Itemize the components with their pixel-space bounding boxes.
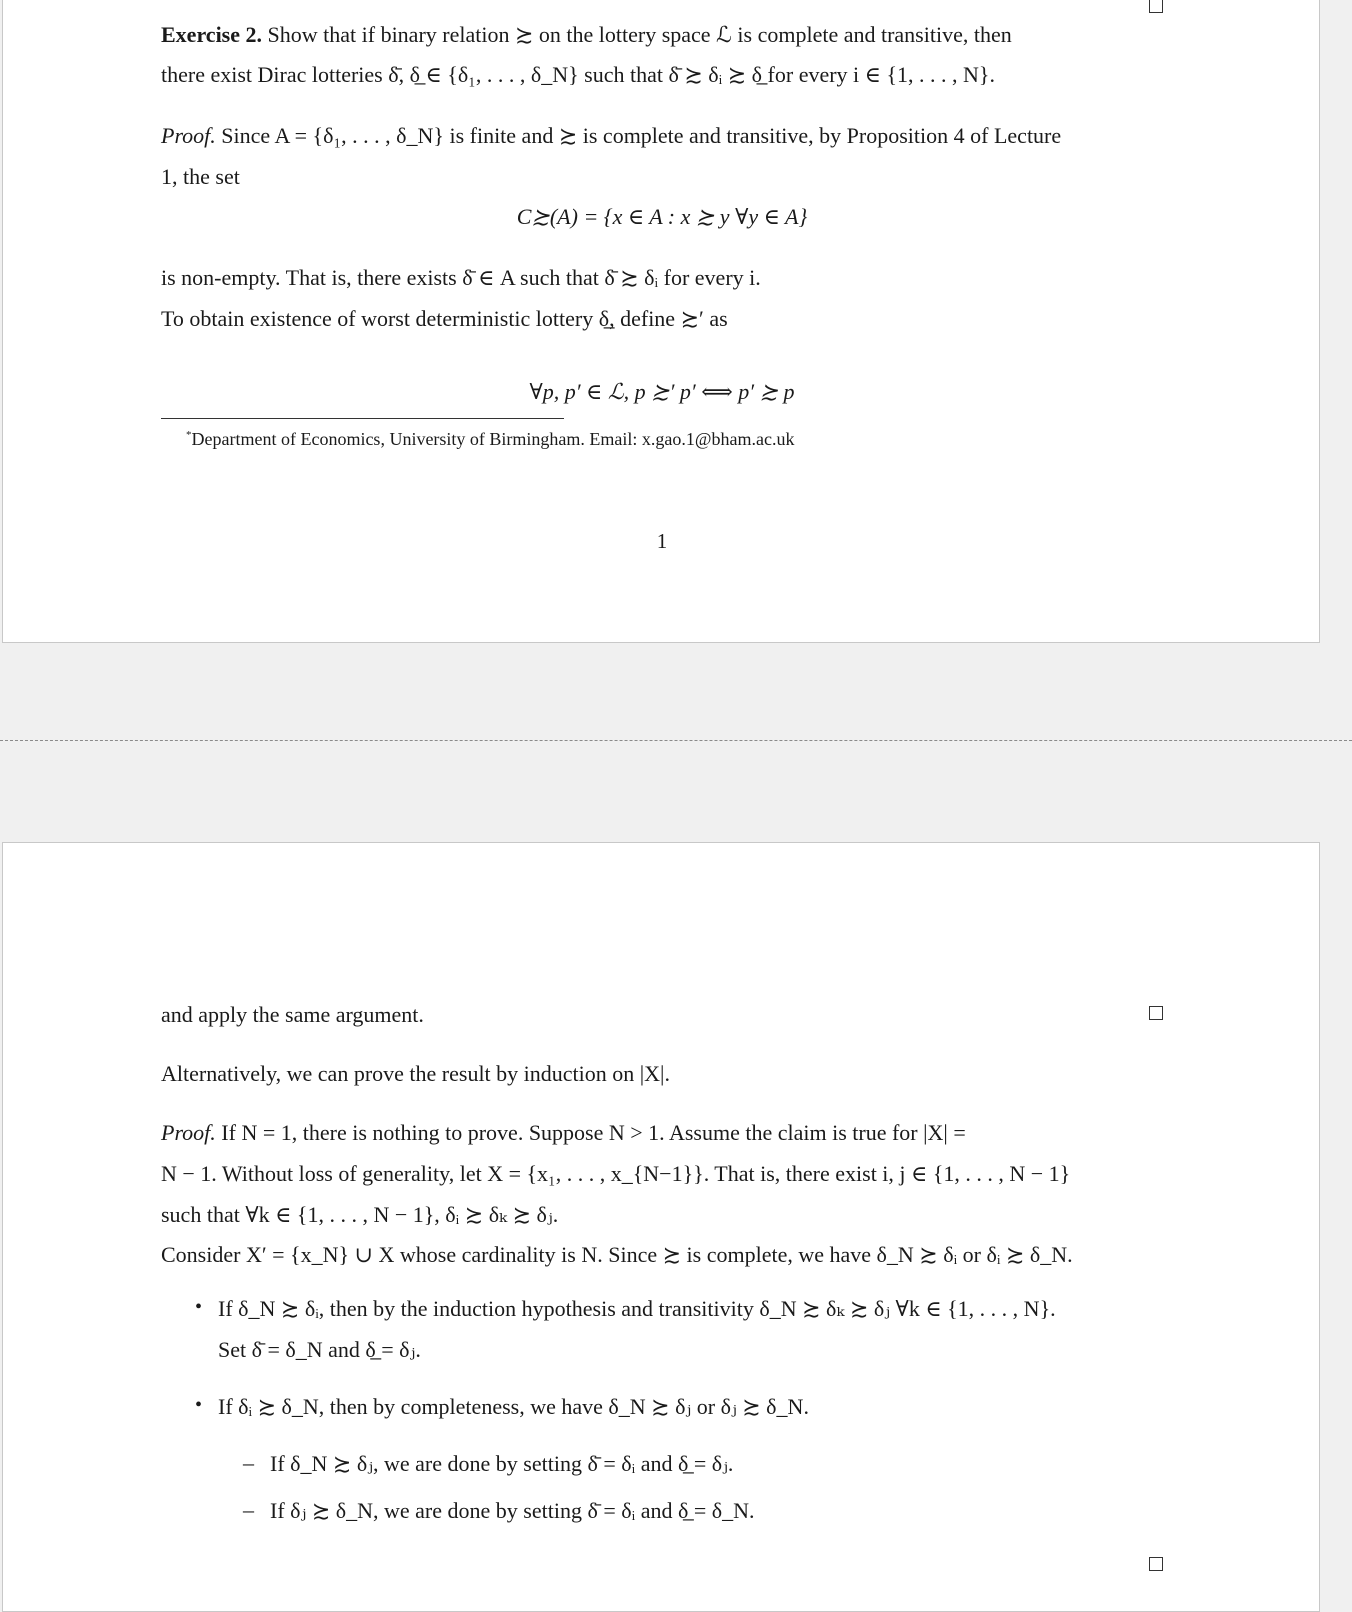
proof2-line-4: Consider X′ = {x_N} ∪ X whose cardinality is N. Since ≿ is complete, we have δ_N ≿ δᵢ or δᵢ ≿ δ_N. [161, 1242, 1073, 1267]
bullet2-line-1: If δᵢ ≿ δ_N, then by completeness, we have δ_N ≿ δⱼ or δⱼ ≿ δ_N. [218, 1394, 809, 1419]
exercise-line-2: there exist Dirac lotteries δ̄, δ̲ ∈ {δ₁, . . . , δ_N} such that δ̄ ≿ δᵢ ≿ δ̲ for every i ∈ {1, . . . , N}. [161, 62, 995, 87]
proof-line-1 [161, 122, 1061, 150]
footnote [186, 423, 794, 451]
bullet1-line-1: If δ_N ≿ δᵢ, then by the induction hypothesis and transitivity δ_N ≿ δₖ ≿ δⱼ ∀k ∈ {1, . . . , N}. [218, 1296, 1056, 1321]
footnote-text: Department of Economics, University of Birmingham. Email: x.gao.1@bham.ac.uk [191, 429, 795, 449]
proof2-line-1 [161, 1119, 966, 1147]
document-page-1 [2, 0, 1320, 643]
proof-text-1: Since A = {δ₁, . . . , δ_N} is finite and ≿ is complete and transitive, by Proposition 4 of Lecture [215, 123, 1062, 148]
equation-reverse-relation: ∀p, p′ ∈ ℒ, p ≿′ p′ ⟺ p′ ≿ p [529, 379, 795, 404]
exercise-text-1: Show that if binary relation ≿ on the lottery space ℒ is complete and transitive, then [262, 22, 1012, 47]
footnote-rule [161, 418, 564, 419]
qed-box-icon [1149, 1557, 1163, 1571]
proof-label: Proof. [161, 123, 216, 148]
proof2-line-3: such that ∀k ∈ {1, . . . , N − 1}, δᵢ ≿ δₖ ≿ δⱼ. [161, 1202, 559, 1227]
text-line-3: is non-empty. That is, there exists δ̄ ∈ A such that δ̄ ≿ δᵢ for every i. [161, 265, 761, 290]
proof2-line-2: N − 1. Without loss of generality, let X = {x₁, . . . , x_{N−1}}. That is, there exist i, j ∈ {1, . . . , N − 1} [161, 1161, 1071, 1186]
footnote-mark: * [186, 429, 192, 441]
page-number: 1 [656, 529, 668, 553]
text-line-apply: and apply the same argument. [161, 1002, 424, 1027]
qed-box-icon [1149, 1006, 1163, 1020]
text-line-alternatively: Alternatively, we can prove the result by induction on |X|. [161, 1061, 670, 1086]
equation-choice-set: C≿(A) = {x ∈ A : x ≿ y ∀y ∈ A} [516, 204, 808, 229]
bullet-icon: • [195, 1394, 203, 1416]
proof-line-2: 1, the set [161, 164, 240, 189]
dash-icon: – [243, 1497, 254, 1522]
sub-bullet-2: If δⱼ ≿ δ_N, we are done by setting δ̄ = δᵢ and δ̲ = δ_N. [270, 1498, 755, 1523]
exercise-line-1 [161, 21, 1012, 49]
document-page-2 [2, 842, 1320, 1612]
dash-icon: – [243, 1450, 254, 1475]
qed-box-icon [1149, 0, 1163, 13]
proof-label: Proof. [161, 1120, 216, 1145]
bullet1-line-2: Set δ̄ = δ_N and δ̲ = δⱼ. [218, 1337, 421, 1362]
sub-bullet-1: If δ_N ≿ δⱼ, we are done by setting δ̄ = δᵢ and δ̲ = δⱼ. [270, 1451, 734, 1476]
proof2-text-1: If N = 1, there is nothing to prove. Suppose N > 1. Assume the claim is true for |X| = [215, 1120, 966, 1145]
exercise-label: Exercise 2. [161, 22, 263, 47]
bullet-icon: • [195, 1296, 203, 1318]
page-separator [0, 740, 1352, 741]
text-line-4: To obtain existence of worst deterministic lottery δ̲, define ≿′ as [161, 306, 728, 331]
